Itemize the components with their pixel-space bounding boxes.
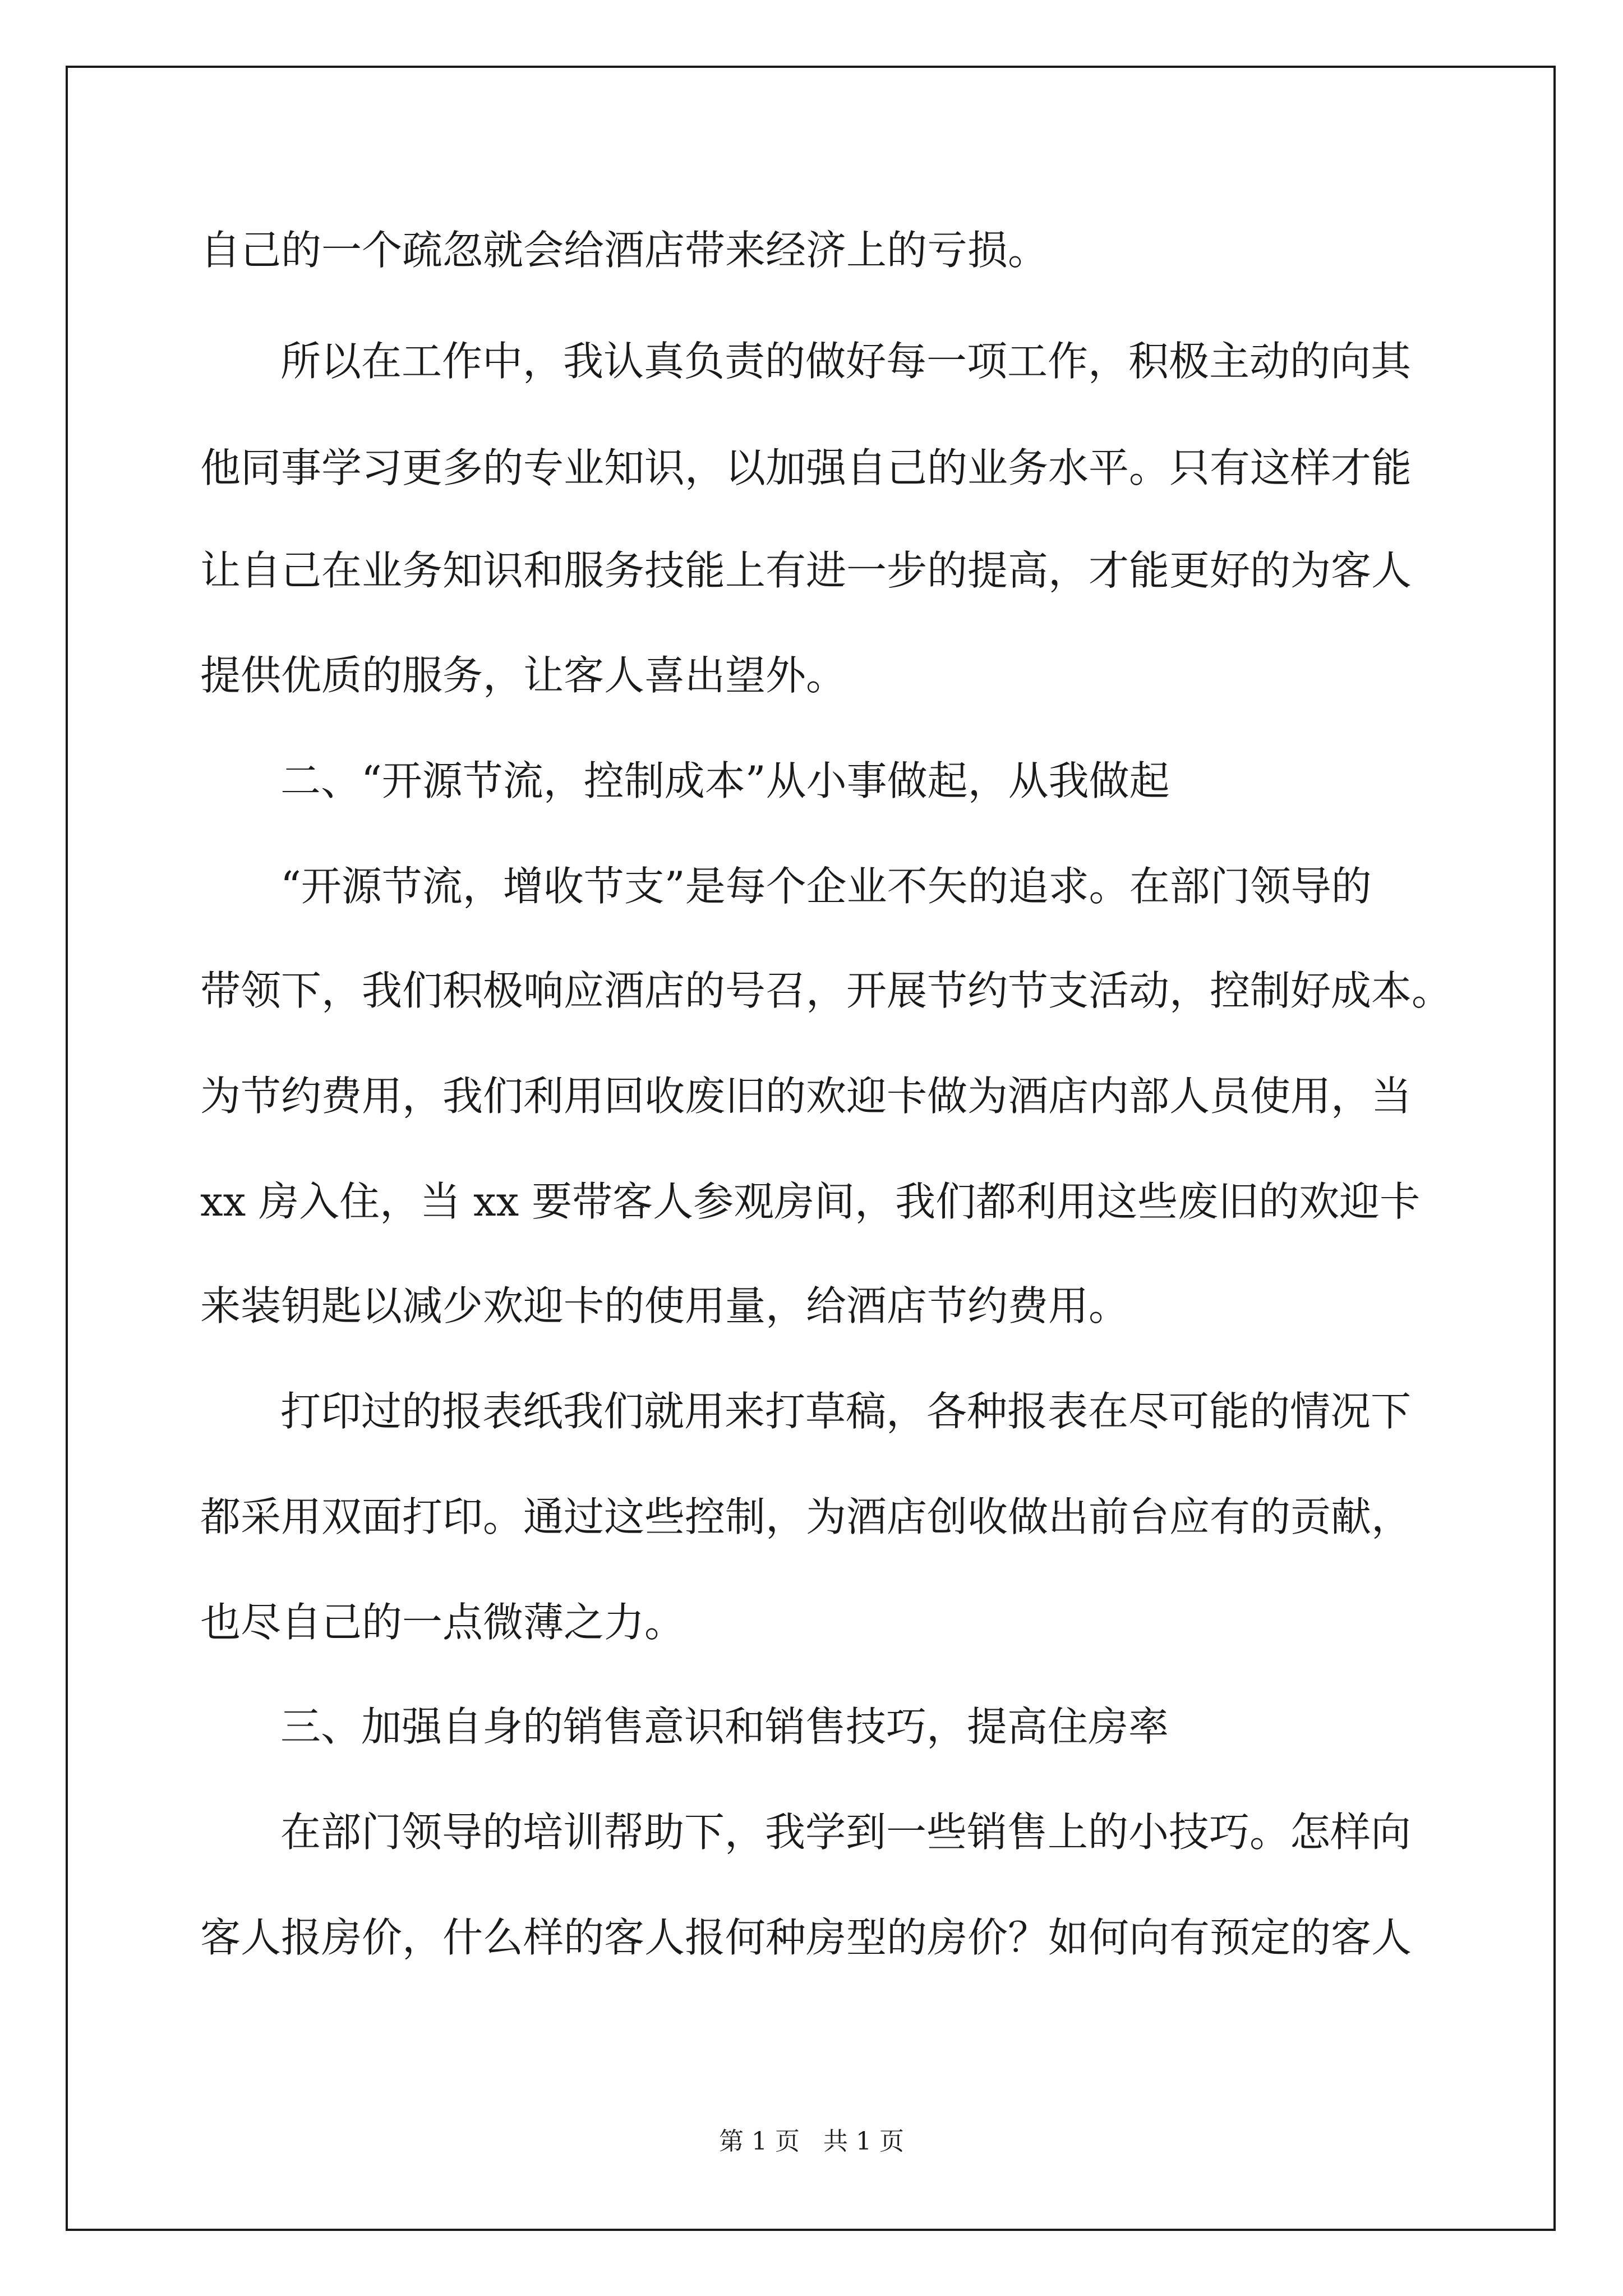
text-line-5: 提供优质的服务，让客人喜出望外。 <box>200 652 847 699</box>
text-line-2: 所以在工作中，我认真负责的做好每一项工作，积极主动的向其 <box>280 338 1412 385</box>
text-line-14: 也尽自己的一点微薄之力。 <box>200 1599 685 1646</box>
text-line-3: 他同事学习更多的专业知识，以加强自己的业务水平。只有这样才能 <box>200 444 1412 491</box>
text-line-10: xx 房入住，当 xx 要带客人参观房间，我们都利用这些废旧的欢迎卡 <box>200 1178 1421 1225</box>
text-line-16: 在部门领导的培训帮助下，我学到一些销售上的小技巧。怎样向 <box>280 1809 1412 1856</box>
text-line-12: 打印过的报表纸我们就用来打草稿，各种报表在尽可能的情况下 <box>280 1388 1412 1435</box>
text-line-7: “开源节流，增收节支”是每个企业不矢的追求。在部门领导的 <box>280 863 1372 910</box>
text-line-9: 为节约费用，我们利用回收废旧的欢迎卡做为酒店内部人员使用，当 <box>200 1073 1412 1120</box>
section-heading-2: 二、“开源节流，控制成本”从小事做起，从我做起 <box>280 757 1170 804</box>
page-footer: 第 1 页 共 1 页 <box>719 2127 904 2156</box>
page-border <box>66 66 1556 2231</box>
text-line-13: 都采用双面打印。通过这些控制，为酒店创收做出前台应有的贡献， <box>200 1493 1412 1540</box>
text-line-11: 来装钥匙以减少欢迎卡的使用量，给酒店节约费用。 <box>200 1282 1129 1329</box>
text-line-4: 让自己在业务知识和服务技能上有进一步的提高，才能更好的为客人 <box>200 547 1412 594</box>
text-line-8: 带领下，我们积极响应酒店的号召，开展节约节支活动，控制好成本。 <box>200 967 1453 1014</box>
text-line-17: 客人报房价，什么样的客人报何种房型的房价？如何向有预定的客人 <box>200 1914 1412 1961</box>
text-line-1: 自己的一个疏忽就会给酒店带来经济上的亏损。 <box>200 227 1049 274</box>
section-heading-3: 三、加强自身的销售意识和销售技巧，提高住房率 <box>280 1703 1169 1750</box>
